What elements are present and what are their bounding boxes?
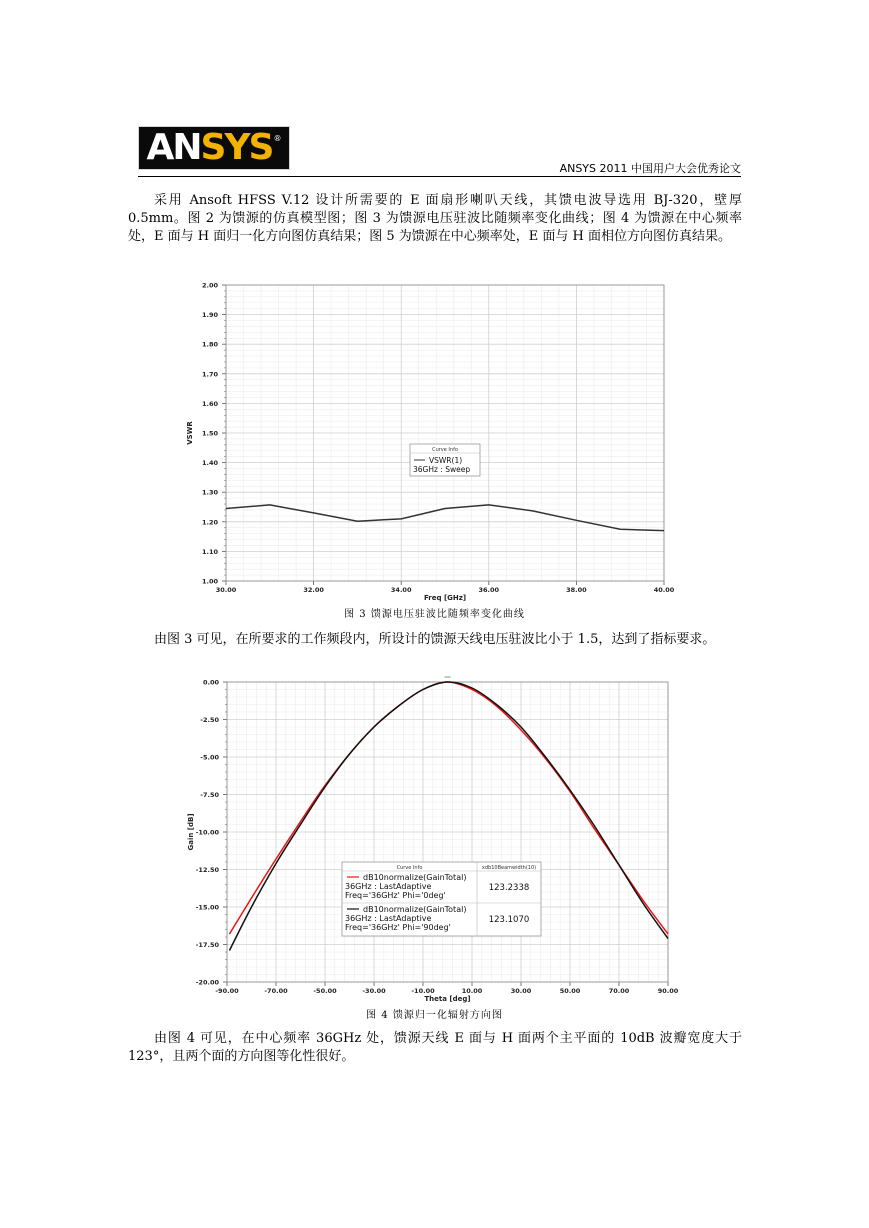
fig4-y-tick-label: -20.00 [195,978,219,987]
fig4-x-tick-label: 50.00 [559,987,581,995]
fig4-legend-entry-line2: 36GHz : LastAdaptive [345,914,432,923]
fig4-x-tick-label: -30.00 [362,987,386,995]
fig3-y-tick-label: 1.70 [201,370,218,379]
fig4-y-tick-label: -5.00 [200,753,219,762]
fig3-legend-series-name: VSWR(1) [429,456,463,465]
fig3-y-tick-label: 1.10 [201,547,218,556]
fig3-y-tick-label: 1.90 [201,311,218,320]
figure-4-caption: 图 4 馈源归一化辐射方向图 [366,1010,503,1021]
fig4-x-tick-label: -70.00 [264,987,288,995]
logo-text-an: AN [146,127,201,168]
fig3-y-tick-label: 2.00 [201,281,218,290]
fig3-y-tick-label: 1.20 [201,518,218,527]
fig3-x-axis-title: Freq [GHz] [423,594,467,602]
fig4-y-tick-label: -17.50 [195,941,219,949]
fig3-y-tick-label: 1.40 [201,459,218,468]
fig3-y-tick-label: 1.60 [201,399,218,408]
paragraph-intro: 采用 Ansoft HFSS V.12 设计所需要的 E 面扇形喇叭天线，其馈电波导选用 BJ-320，壁厚 0.5mm。图 2 为馈源的仿真模型图；图 3 为馈源电压驻波比随频率变化曲线；图 4 为馈源在中心频率处，E 面与 H 面归一化方向图仿真结果；图 5 为馈源在中心频率处，E 面与 H 面相位方向图仿真结果。 [128,193,742,244]
fig4-legend-entry-line2: 36GHz : LastAdaptive [345,882,432,891]
fig4-legend-beamwidth-value: 123.2338 [488,883,530,893]
logo-text-sys: SYS [200,127,273,168]
fig4-legend-header-left: Curve Info [396,865,423,871]
fig4-legend-entry-line3: Freq='36GHz' Phi='90deg' [345,923,451,932]
fig3-y-tick-label: 1.80 [201,340,218,349]
fig3-legend-setup: 36GHz : Sweep [413,465,471,474]
figure-3-caption: 图 3 馈源电压驻波比随频率变化曲线 [344,609,525,620]
fig4-x-tick-label: 90.00 [657,987,679,995]
fig3-x-tick-label: 30.00 [215,586,237,594]
paragraph-fig3-discussion: 由图 3 可见，在所要求的工作频段内，所设计的馈源天线电压驻波比小于 1.5，达到了指标要求。 [154,632,716,647]
fig4-y-tick-label: -15.00 [195,903,219,912]
running-header: ANSYS 2011 中国用户大会优秀论文 [559,162,741,175]
fig4-x-tick-label: -10.00 [411,987,435,995]
fig4-x-axis-title: Theta [deg] [424,995,471,1003]
fig3-x-tick-label: 40.00 [653,586,675,594]
fig4-legend-entry-line1: dB10normalize(GainTotal) [363,905,467,914]
fig3-x-tick-label: 34.00 [390,586,412,594]
fig4-legend-header-right: xdb10Beamwidth(10) [481,865,537,871]
fig4-x-tick-label: -50.00 [313,987,337,995]
fig4-y-tick-label: -7.50 [200,791,219,799]
logo-registered-mark: ® [273,134,282,143]
fig4-y-tick-label: -2.50 [200,716,219,724]
fig3-y-tick-label: 1.50 [201,429,218,438]
fig3-y-tick-label: 1.30 [201,488,218,497]
fig4-y-axis-title: Gain [dB] [187,813,195,851]
fig4-y-tick-label: -10.00 [195,828,219,837]
fig4-x-tick-label: -90.00 [215,987,239,995]
fig3-x-tick-label: 32.00 [303,586,324,594]
fig3-x-tick-label: 36.00 [478,586,500,594]
fig3-y-axis-title: VSWR [186,421,194,445]
fig4-x-tick-label: 30.00 [510,987,532,995]
fig4-legend-entry-line1: dB10normalize(GainTotal) [363,873,467,882]
paragraph-fig4-discussion: 由图 4 可见，在中心频率 36GHz 处，馈源天线 E 面与 H 面两个主平面的 10dB 波瓣宽度大于 123°，且两个面的方向图等化性很好。 [128,1031,742,1064]
fig4-legend-entry-line3: Freq='36GHz' Phi='0deg' [345,891,446,900]
fig3-legend-header: Curve Info [432,447,458,453]
fig3-x-tick-label: 38.00 [566,586,587,594]
fig3-y-tick-label: 1.00 [201,577,218,586]
fig4-y-tick-label: 0.00 [202,678,219,687]
fig4-legend-beamwidth-value: 123.1070 [488,915,530,925]
fig4-y-tick-label: -12.50 [195,866,219,874]
fig4-x-tick-label: 70.00 [608,987,630,995]
fig4-x-tick-label: 10.00 [461,987,483,995]
